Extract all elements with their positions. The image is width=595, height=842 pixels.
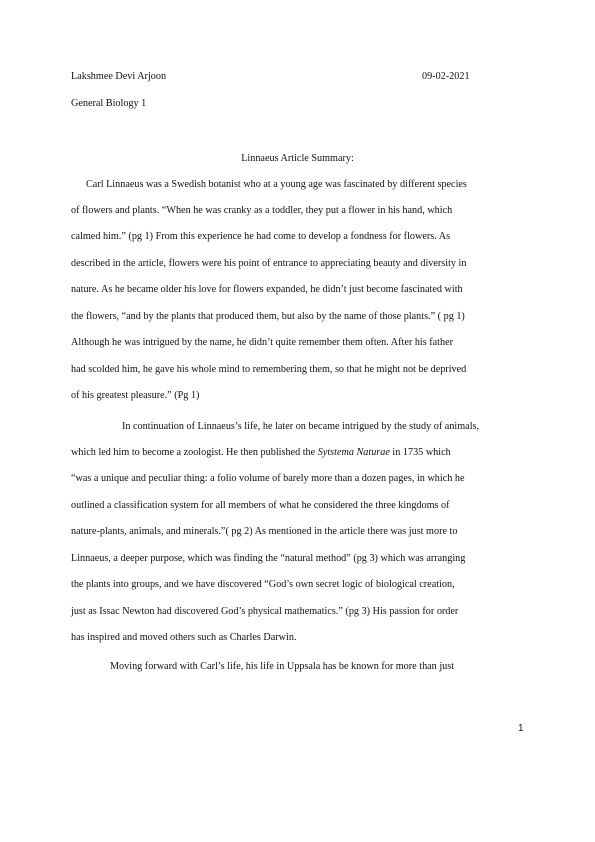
text-line: outlined a classification system for all members of what he considered the three kingdoms of bbox=[71, 500, 450, 511]
text-segment: which led him to become a zoologist. He then published the bbox=[71, 447, 318, 458]
text-line: calmed him.” (pg 1) From this experience he had come to develop a fondness for flowers. As bbox=[71, 231, 451, 242]
text-line: the plants into groups, and we have discovered “God’s own secret logic of biological creation, bbox=[71, 579, 455, 590]
document-date: 09-02-2021 bbox=[422, 71, 470, 82]
text-line: Linnaeus, a deeper purpose, which was finding the “natural method” (pg 3) which was arranging bbox=[71, 553, 466, 564]
text-line: nature. As he became older his love for flowers expanded, he didn’t just become fascinated with bbox=[71, 284, 463, 295]
author-name: Lakshmee Devi Arjoon bbox=[71, 71, 167, 82]
text-line-with-italic bbox=[71, 447, 451, 459]
course-name: General Biology 1 bbox=[71, 98, 147, 109]
text-line: described in the article, flowers were his point of entrance to appreciating beauty and diversity in bbox=[71, 258, 467, 269]
page-number: 1 bbox=[518, 723, 524, 734]
book-title: Sytstema Naturae bbox=[317, 447, 390, 458]
text-line: of his greatest pleasure.” (Pg 1) bbox=[71, 390, 200, 401]
text-line: the flowers, “and by the plants that produced them, but also by the name of those plants.” ( pg 1) bbox=[71, 311, 465, 322]
text-line: had scolded him, he gave his whole mind to remembering them, so that he might not be deprived bbox=[71, 364, 467, 375]
document-title: Linnaeus Article Summary: bbox=[241, 153, 354, 164]
text-line: just as Issac Newton had discovered God’s physical mathematics.” (pg 3) His passion for order bbox=[71, 606, 459, 617]
text-line: “was a unique and peculiar thing: a folio volume of barely more than a dozen pages, in which he bbox=[71, 473, 465, 484]
text-line: Carl Linnaeus was a Swedish botanist who at a young age was fascinated by different species bbox=[86, 179, 467, 190]
text-line: has inspired and moved others such as Charles Darwin. bbox=[71, 632, 297, 643]
text-line: nature-plants, animals, and minerals.”( pg 2) As mentioned in the article there was just more to bbox=[71, 526, 458, 537]
text-segment: in 1735 which bbox=[389, 447, 451, 458]
text-line: Moving forward with Carl’s life, his life in Uppsala has be known for more than just bbox=[110, 661, 455, 672]
text-line: of flowers and plants. “When he was cranky as a toddler, they put a flower in his hand, which bbox=[71, 205, 453, 216]
text-line: Although he was intrigued by the name, he didn’t quite remember them often. After his father bbox=[71, 337, 454, 348]
text-line: In continuation of Linnaeus’s life, he later on became intrigued by the study of animals, bbox=[122, 421, 480, 432]
